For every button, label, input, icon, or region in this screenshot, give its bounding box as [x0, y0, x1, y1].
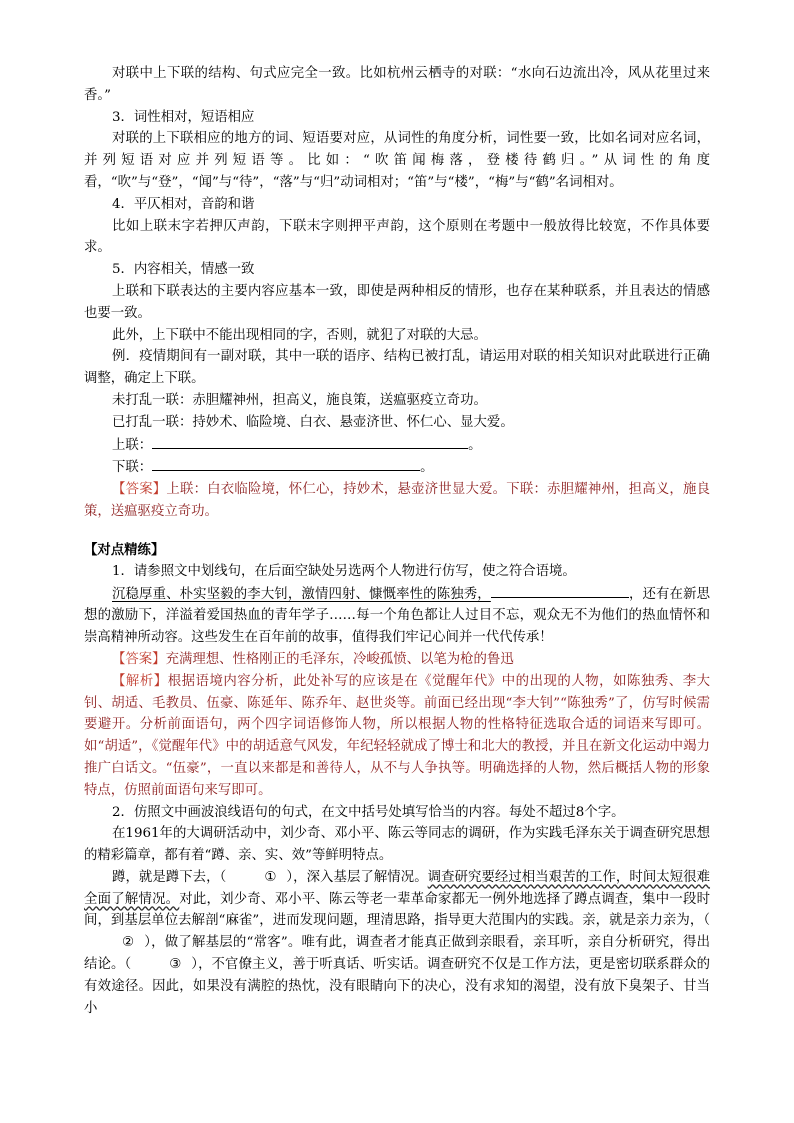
paragraph-part-of-speech: 对联的上下联相应的地方的词、短语要对应，从词性的角度分析，词性要一致，比如名词对应名词，并列短语对应并列短语等。比如：“吹笛闻梅落，登楼待鹤归。”从词性的角度看，“吹”与“登”，“闻”与“待”，“落”与“归”动词相对；“笛”与“楼”，“梅”与“鹤”名词相对。	[84, 131, 710, 190]
analysis-block	[84, 671, 710, 802]
answer-label: 【答案】	[112, 482, 167, 498]
question-1-passage	[84, 583, 710, 649]
passage-segment: ），做了解基层的“常客”。唯有此，调查者才能真正做到亲眼看，亲耳听，亲自分析研究，得出结论。（	[84, 935, 710, 973]
passage-segment: 蹲，就是蹲下去，（	[112, 869, 227, 885]
paragraph-content: 上联和下联表达的主要内容应基本一致，即使是两种相反的情形，也存在某种联系，并且表达的情感也要一致。	[84, 283, 710, 321]
answer-label: 【答案】	[112, 651, 166, 667]
blank-marker-2[interactable]: ②	[122, 935, 135, 951]
answer-block-2	[84, 649, 710, 671]
answer-text: 上联：白衣临险境，怀仁心，持妙术，悬壶济世显大爱。下联：赤胆耀神州，担高义，施良策，送瘟驱疫立奇功。	[84, 482, 711, 519]
passage-tail: ，还有在新思想的激励下，洋溢着爱国热血的青年学子……每一个角色都让人过目不忘，观众无不为他们的热血情怀和崇高精神所动容。这些发生在百年前的故事，值得我们牢记心间并一代代传承！	[84, 586, 711, 646]
blank-marker-1[interactable]: ①	[264, 869, 277, 885]
passage-segment: ），深入基层了解情况。	[286, 869, 428, 885]
question-2: 2．仿照文中画波浪线语句的句式，在文中括号处填写恰当的内容。每处不超过8个字。	[112, 804, 625, 820]
answer-block-1	[84, 479, 710, 523]
underlined-sentence: 沉稳厚重、朴实坚毅的李大钊，激情四射、慷慨率性的陈独秀，	[112, 586, 491, 602]
paragraph-taboo: 此外，上下联中不能出现相同的字，否则，就犯了对联的大忌。	[112, 327, 487, 343]
blank-marker-3[interactable]: ③	[169, 957, 182, 973]
answer-text: 充满理想、性格刚正的毛泽东，冷峻孤愤、以笔为枪的鲁迅	[165, 651, 514, 667]
lower-line-label: 下联：	[112, 460, 153, 476]
heading-item-5: 5．内容相关，情感一致	[112, 262, 255, 278]
upper-line-label: 上联：	[112, 437, 153, 453]
question-2-intro: 在1961年的大调研活动中，刘少奇、邓小平、陈云等同志的调研，作为实践毛泽东关于调查研究思想的精彩篇章，都有着“蹲、亲、实、效”等鲜明特点。	[84, 826, 710, 864]
wavy-underlined-sentence: 调查研究要经过相当艰苦的工作，时间太短很难全面了解情况。	[84, 869, 711, 907]
passage-segment: ），不官僚主义，善于听真话、听实话。调查研究不仅是工作方法，更是密切联系群众的有效途径。因此，如果没有满腔的热忱，没有眼睛向下的决心，没有求知的渴望，没有放下臭架子、甘当小	[84, 957, 710, 1016]
lower-line-blank[interactable]	[152, 456, 420, 471]
answer-blank[interactable]	[491, 583, 629, 598]
scrambled-couplet: 已打乱一联：持妙术、临险境、白衣、悬壶济世、怀仁心、显大爱。	[112, 414, 514, 430]
heading-item-4: 4．平仄相对，音韵和谐	[112, 196, 255, 212]
upper-line-row	[84, 434, 710, 457]
question-1: 1．请参照文中划线句，在后面空缺处另选两个人物进行仿写，使之符合语境。	[112, 563, 576, 579]
heading-item-3: 3．词性相对，短语相应	[112, 109, 255, 125]
analysis-label: 【解析】	[112, 673, 168, 689]
example-question: 例．疫情期间有一副对联，其中一联的语序、结构已被打乱，请运用对联的相关知识对此联进行正确调整，确定上下联。	[84, 349, 710, 387]
upper-line-period: 。	[468, 437, 482, 453]
question-2-passage	[84, 867, 710, 1020]
analysis-text: 根据语境内容分析，此处补写的应该是在《觉醒年代》中的出现的人物，如陈独秀、李大钊、胡适、毛教员、伍豪、陈延年、陈乔年、赵世炎等。前面已经出现“李大钊”“陈独秀”了，仿写时候需要避开。分析前面语句，两个四字词语修饰人物，所以根据人物的性格特征选取合适的词语来写即可。如“胡适”，《觉醒年代》中的胡适意气风发，年纪轻轻就成了博士和北大的教授，并且在新文化运动中竭力推广白话文。“伍豪”，一直以来都是和善待人，从不与人争执等。明确选择的人物，然后概括人物的形象特点，仿照前面语句来写即可。	[84, 673, 711, 798]
section-heading: 【对点精练】	[84, 541, 165, 558]
paragraph-tones: 比如上联末字若押仄声韵，下联末字则押平声韵，这个原则在考题中一般放得比较宽，不作具体要求。	[84, 218, 710, 256]
lower-line-period: 。	[420, 460, 434, 476]
unscrambled-couplet: 未打乱一联：赤胆耀神州，担高义，施良策，送瘟驱疫立奇功。	[112, 392, 487, 408]
lower-line-row	[84, 456, 710, 479]
document-page	[84, 63, 710, 1019]
passage-segment: 对此，刘少奇、邓小平、陈云等老一辈革命家都无一例外地选择了蹲点调查，集中一段时间，到基层单位去解剖“麻雀”，进而发现问题，理清思路，指导更大范围内的实践。亲，就是亲力亲为，（	[84, 891, 710, 929]
paragraph-structure: 对联中上下联的结构、句式应完全一致。比如杭州云栖寺的对联：“水向石边流出冷，风从花里过来香。”	[84, 66, 710, 103]
upper-line-blank[interactable]	[152, 434, 468, 449]
